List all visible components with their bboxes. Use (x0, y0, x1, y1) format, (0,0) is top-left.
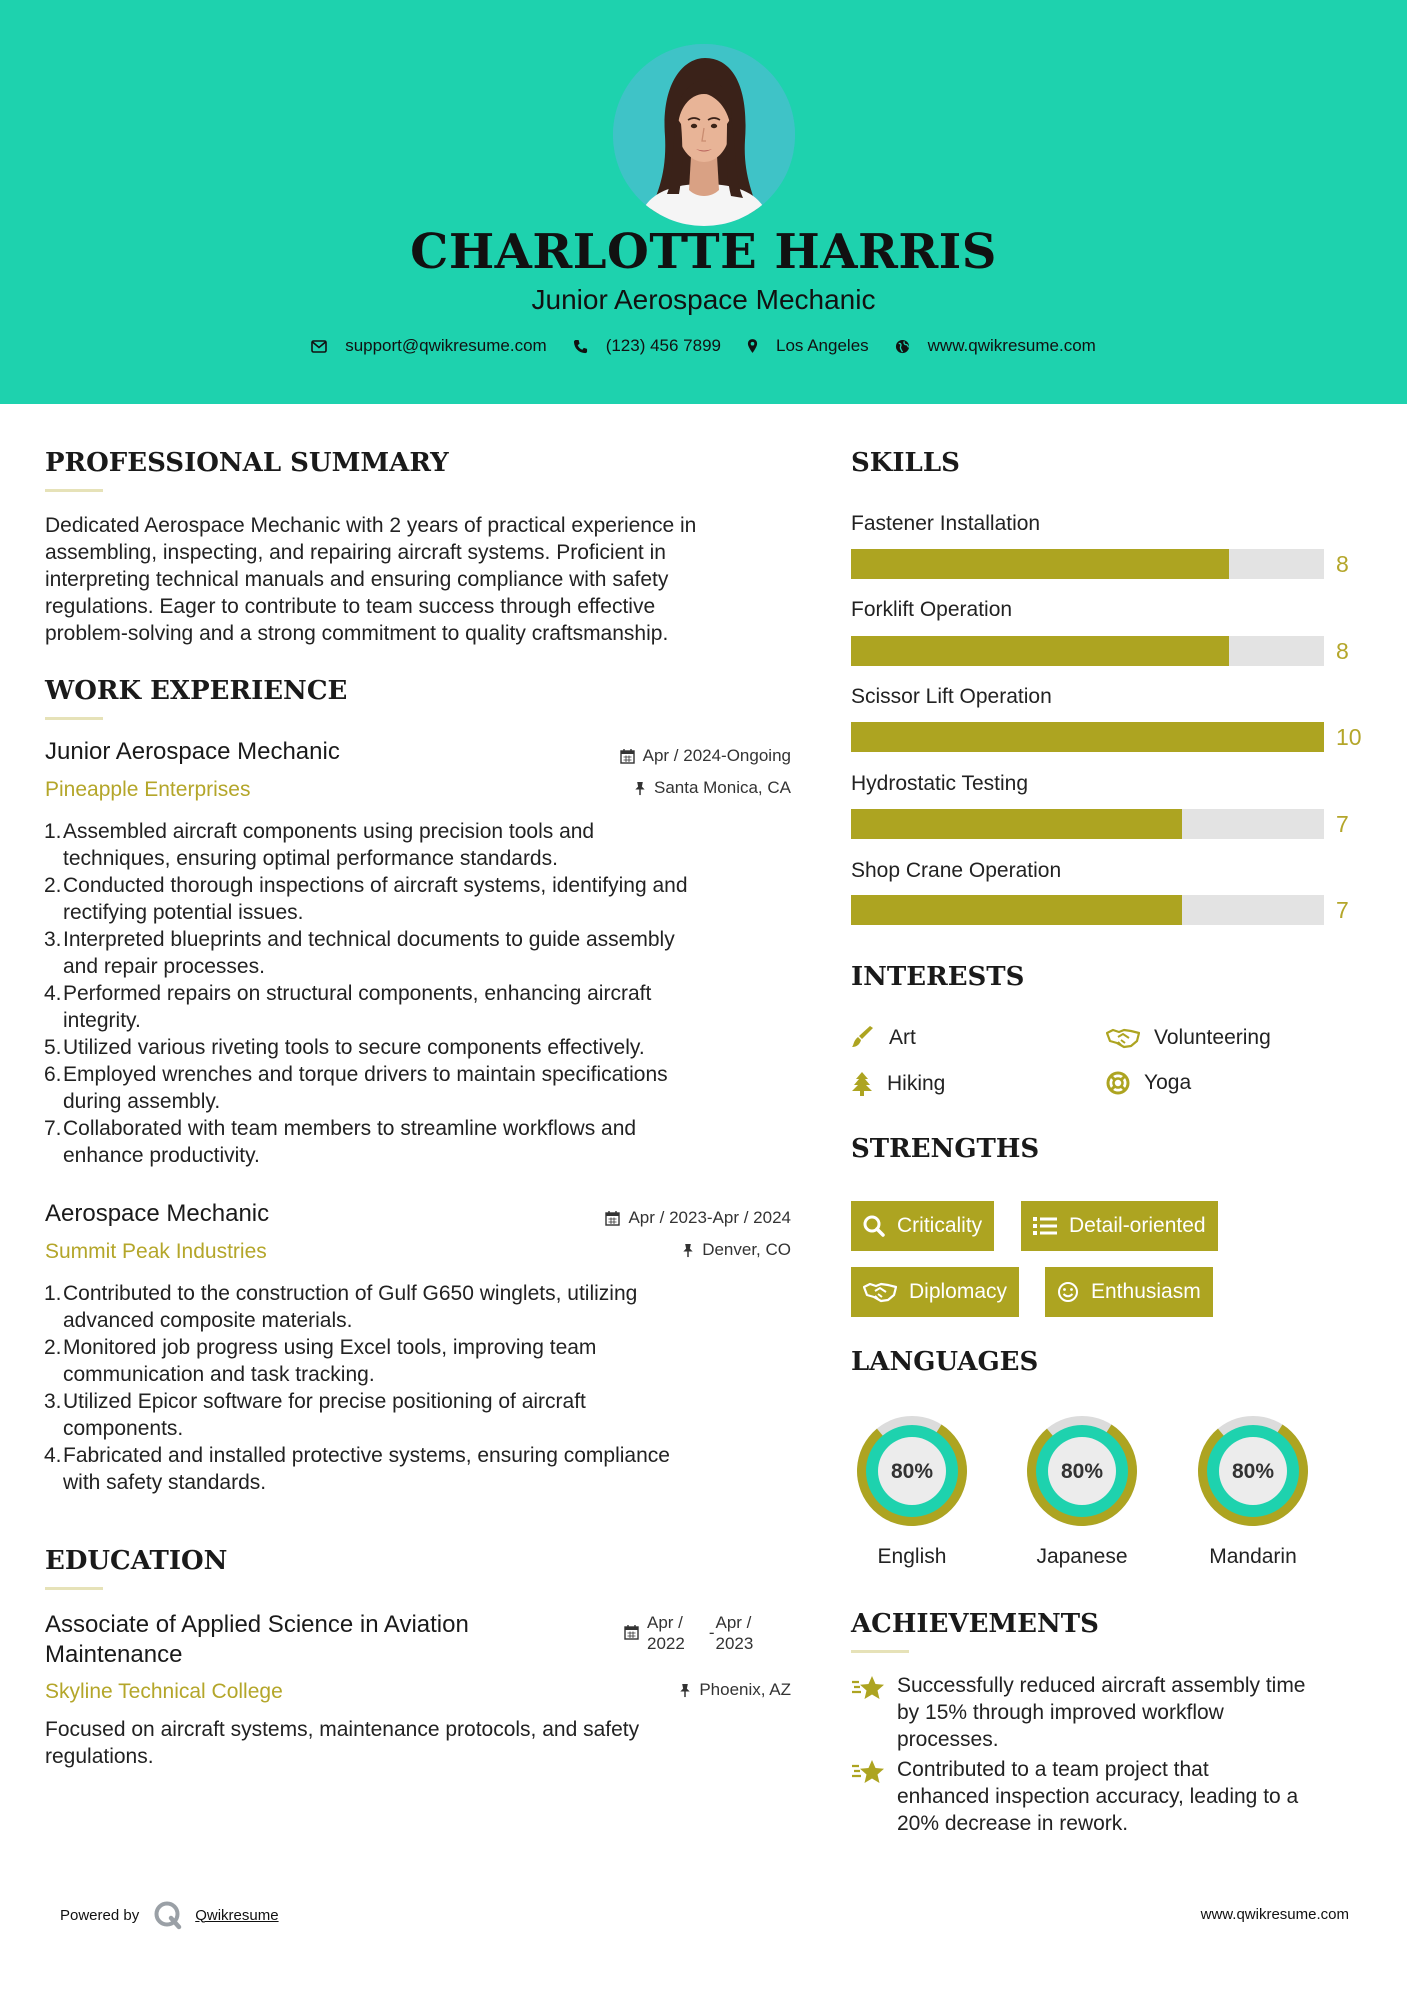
degree-line: Associate of Applied Science in Aviation (45, 1611, 469, 1638)
phone-icon (573, 339, 588, 354)
achievement-line: enhanced inspection accuracy, leading to a (897, 1785, 1299, 1808)
language-donut (851, 1410, 973, 1532)
star-award-icon (851, 1674, 885, 1702)
list-line: Collaborated with team members to streamline workflows and (63, 1117, 637, 1140)
brush-icon (851, 1026, 875, 1050)
strength-label: Enthusiasm (1091, 1280, 1201, 1303)
pushpin-icon (682, 1243, 694, 1258)
calendar-icon (620, 748, 635, 764)
strengths-heading: STRENGTHS (851, 1134, 1040, 1164)
language-label: English (877, 1545, 947, 1568)
strength-chip (851, 1267, 1019, 1317)
summary-text (45, 512, 795, 647)
envelope-icon (311, 340, 327, 353)
list-line: Performed repairs on structural components, enhancing aircraft (63, 982, 652, 1005)
skill-bar-fill (851, 895, 1182, 925)
date-separator: - (708, 1623, 715, 1642)
interests-heading: INTERESTS (851, 962, 1025, 992)
skill-bar-fill (851, 636, 1229, 666)
strength-chip (1021, 1201, 1218, 1251)
job-role: Aerospace Mechanic (45, 1200, 270, 1227)
calendar-icon (605, 1210, 620, 1226)
interest-label: Volunteering (1154, 1026, 1271, 1049)
list-line: and repair processes. (63, 955, 265, 978)
job-company: Pineapple Enterprises (45, 778, 251, 801)
list-line: integrity. (63, 1009, 141, 1032)
experience-underline (45, 717, 103, 720)
skill-label: Forklift Operation (851, 598, 1013, 621)
list-line: techniques, ensuring optimal performance standards. (63, 847, 558, 870)
job-place (480, 778, 791, 798)
education-place-text: Phoenix, AZ (699, 1680, 791, 1699)
list-line: Utilized various riveting tools to secure components effectively. (63, 1036, 645, 1059)
summary-line: assembling, inspecting, and repairing aircraft systems. Proficient in (45, 541, 666, 564)
achievement-line: Successfully reduced aircraft assembly time (897, 1674, 1306, 1697)
resume-header (0, 0, 1407, 404)
qwikresume-link[interactable]: Qwikresume (195, 1906, 279, 1924)
list-item: 1. Contributed to the construction of Gulf G650 winglets, utilizing advanced composite materials. (44, 1282, 638, 1332)
interest-label: Art (889, 1026, 916, 1049)
date-part: 2022 (647, 1634, 685, 1653)
job-dates (480, 1208, 791, 1228)
job-role: Junior Aerospace Mechanic (45, 738, 340, 765)
job-dates (480, 746, 791, 766)
skill-bar-fill (851, 549, 1229, 579)
degree-line: Maintenance (45, 1641, 183, 1668)
strength-label: Diplomacy (909, 1280, 1008, 1303)
education-description (45, 1716, 795, 1770)
date-part: Apr / (715, 1613, 752, 1632)
school-name: Skyline Technical College (45, 1680, 283, 1703)
summary-line: interpreting technical manuals and ensuring compliance with safety (45, 568, 669, 591)
achievements-heading: ACHIEVEMENTS (851, 1609, 1099, 1639)
website-text: www.qwikresume.com (927, 336, 1096, 355)
achievement-line: 20% decrease in rework. (897, 1812, 1129, 1835)
list-line: Utilized Epicor software for precise positioning of aircraft (63, 1390, 586, 1413)
skill-bar-track (851, 636, 1324, 666)
degree-title (45, 1610, 469, 1670)
list-line: Conducted thorough inspections of aircraft systems, identifying and (63, 874, 688, 897)
date-part: Apr / (647, 1613, 683, 1632)
list-line: during assembly. (63, 1090, 221, 1113)
summary-line: problem-solving and a strong commitment to quality craftsmanship. (45, 622, 669, 645)
list-item: 2. Monitored job progress using Excel tools, improving team communication and task tracking. (44, 1336, 597, 1386)
education-heading: EDUCATION (45, 1546, 228, 1576)
skill-bar-fill (851, 809, 1182, 839)
list-line: rectifying potential issues. (63, 901, 304, 924)
achievement-line: by 15% through improved workflow (897, 1701, 1224, 1724)
list-item: 5. Utilized various riveting tools to secure components effectively. (44, 1036, 645, 1059)
skill-value: 8 (1336, 638, 1349, 664)
footer-website[interactable]: www.qwikresume.com (1200, 1906, 1349, 1923)
interest-label: Yoga (1144, 1071, 1192, 1094)
powered-by-label: Powered by (60, 1906, 140, 1924)
description-line: regulations. (45, 1745, 154, 1768)
skill-label: Hydrostatic Testing (851, 772, 1029, 795)
list-line: Fabricated and installed protective systems, ensuring compliance (63, 1444, 670, 1467)
summary-underline (45, 489, 103, 492)
job-place-text: Santa Monica, CA (653, 778, 791, 797)
location-text: Los Angeles (776, 336, 869, 355)
achievement-item (851, 1756, 1298, 1837)
skill-bar-track (851, 809, 1324, 839)
job-duties-list (44, 1280, 803, 1496)
strength-label: Criticality (897, 1214, 983, 1237)
skill-label: Shop Crane Operation (851, 859, 1062, 882)
list-line: Monitored job progress using Excel tools, improving team (63, 1336, 597, 1359)
education-place (480, 1680, 791, 1700)
summary-line: Dedicated Aerospace Mechanic with 2 years of practical experience in (45, 514, 697, 537)
skill-bar-track (851, 722, 1324, 752)
list-item: 4. Fabricated and installed protective systems, ensuring compliance with safety standards. (44, 1444, 670, 1494)
job-company: Summit Peak Industries (45, 1240, 267, 1263)
donut-percent: 80% (1060, 1460, 1104, 1483)
portrait-illustration (613, 44, 795, 226)
list-line: Employed wrenches and torque drivers to maintain specifications (63, 1063, 668, 1086)
achievement-text (897, 1756, 1298, 1837)
contact-phone[interactable] (573, 336, 721, 356)
list-line: with safety standards. (63, 1471, 267, 1494)
summary-line: regulations. Eager to contribute to team success through effective (45, 595, 656, 618)
pushpin-icon (634, 781, 646, 796)
star-award-icon (851, 1758, 885, 1786)
tree-icon (851, 1071, 873, 1097)
summary-heading: PROFESSIONAL SUMMARY (45, 448, 449, 478)
donut-percent: 80% (1231, 1460, 1275, 1483)
skill-label: Scissor Lift Operation (851, 685, 1052, 708)
language-label: Mandarin (1209, 1545, 1297, 1568)
globe-icon (895, 339, 910, 354)
skill-bar-track (851, 895, 1324, 925)
skills-heading: SKILLS (851, 448, 960, 478)
interest-item (851, 1026, 916, 1050)
phone-text: (123) 456 7899 (605, 336, 722, 355)
education-start (647, 1612, 685, 1654)
contact-location (747, 336, 869, 356)
list-line: enhance productivity. (63, 1144, 260, 1167)
job-dates-text: Apr / 2024-Ongoing (642, 746, 791, 765)
interest-item (1106, 1071, 1191, 1095)
strength-label: Detail-oriented (1069, 1214, 1206, 1237)
profile-photo (613, 44, 795, 226)
skill-value: 7 (1336, 897, 1349, 923)
donut-percent: 80% (890, 1460, 934, 1483)
job-place-text: Denver, CO (702, 1240, 791, 1259)
contact-email[interactable] (311, 336, 547, 356)
achievements-underline (851, 1650, 909, 1653)
candidate-name: CHARLOTTE HARRIS (410, 224, 997, 280)
email-text: support@qwikresume.com (345, 336, 547, 355)
education-dates (624, 1612, 753, 1654)
education-underline (45, 1587, 103, 1590)
list-item: 4. Performed repairs on structural components, enhancing aircraft integrity. (44, 982, 652, 1032)
smile-icon (1057, 1281, 1079, 1303)
lifebuoy-icon (1106, 1071, 1130, 1095)
date-part: 2023 (715, 1634, 754, 1653)
list-icon (1033, 1216, 1057, 1236)
language-donut (1192, 1410, 1314, 1532)
list-line: Assembled aircraft components using precision tools and (63, 820, 595, 843)
powered-by (60, 1900, 279, 1930)
list-line: communication and task tracking. (63, 1363, 375, 1386)
list-item: 1. Assembled aircraft components using precision tools and techniques, ensuring optimal performance standards. (44, 820, 595, 870)
strength-chip (1045, 1267, 1213, 1317)
list-line: Contributed to the construction of Gulf G650 winglets, utilizing (63, 1282, 638, 1305)
experience-heading: WORK EXPERIENCE (45, 676, 348, 706)
candidate-title: Junior Aerospace Mechanic (531, 284, 876, 315)
list-line: components. (63, 1417, 184, 1440)
contact-bar (0, 336, 1407, 356)
languages-heading: LANGUAGES (851, 1347, 1039, 1377)
education-end (716, 1612, 754, 1654)
list-item: 3. Utilized Epicor software for precise positioning of aircraft components. (44, 1390, 586, 1440)
skill-label: Fastener Installation (851, 512, 1041, 535)
skill-value: 8 (1336, 551, 1349, 577)
qwikresume-logo-icon (153, 1900, 183, 1930)
search-icon (863, 1215, 885, 1237)
skill-bar-track (851, 549, 1324, 579)
calendar-icon (624, 1624, 639, 1640)
achievement-line: Contributed to a team project that (897, 1758, 1209, 1781)
achievement-line: processes. (897, 1728, 999, 1751)
skill-value: 10 (1336, 724, 1362, 750)
pushpin-icon (679, 1683, 691, 1698)
language-donut (1021, 1410, 1143, 1532)
contact-website[interactable] (895, 336, 1096, 356)
skill-bar-fill (851, 722, 1324, 752)
list-item: 6. Employed wrenches and torque drivers to maintain specifications during assembly. (44, 1063, 668, 1113)
interest-item (851, 1071, 945, 1097)
list-item: 3. Interpreted blueprints and technical documents to guide assembly and repair processes. (44, 928, 675, 978)
list-line: advanced composite materials. (63, 1309, 353, 1332)
handshake-icon (863, 1281, 897, 1303)
achievement-item (851, 1672, 1306, 1753)
job-duties-list (44, 818, 803, 1169)
interest-label: Hiking (887, 1072, 946, 1095)
skill-value: 7 (1336, 811, 1349, 837)
list-item: 2. Conducted thorough inspections of aircraft systems, identifying and rectifying potential issues. (44, 874, 688, 924)
strength-chip (851, 1201, 994, 1251)
list-item: 7. Collaborated with team members to streamline workflows and enhance productivity. (44, 1117, 637, 1167)
job-dates-text: Apr / 2023-Apr / 2024 (628, 1208, 791, 1227)
map-pin-icon (747, 338, 758, 354)
language-label: Japanese (1036, 1545, 1128, 1568)
handshake-icon (1106, 1027, 1140, 1049)
interest-item (1106, 1026, 1271, 1050)
achievement-text (897, 1672, 1306, 1753)
description-line: Focused on aircraft systems, maintenance protocols, and safety (45, 1718, 640, 1741)
list-line: Interpreted blueprints and technical documents to guide assembly (63, 928, 675, 951)
job-place (480, 1240, 791, 1260)
